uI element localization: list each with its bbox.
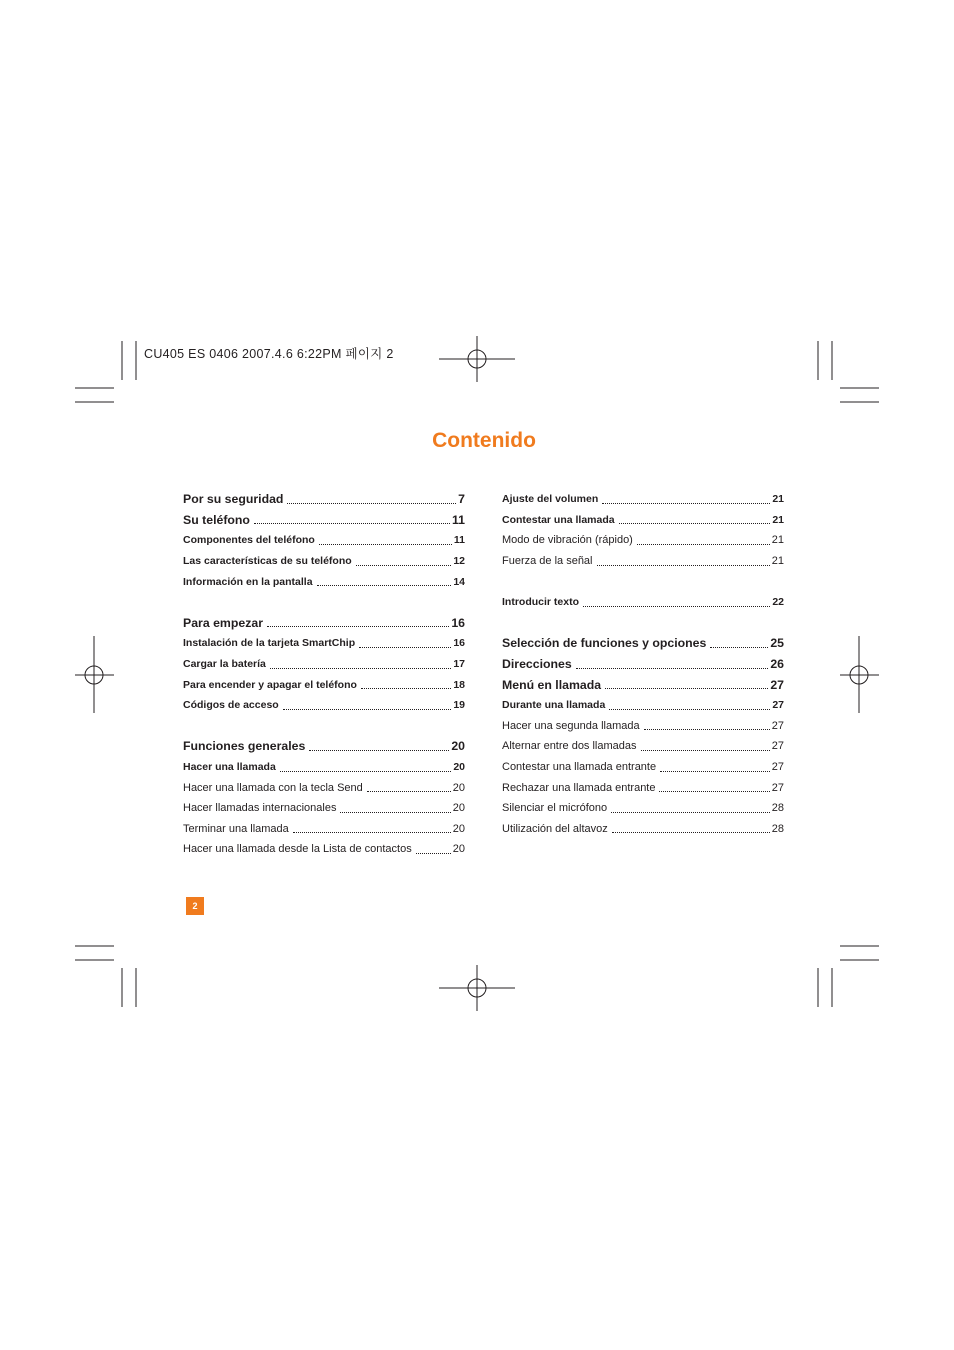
dot-leader [644, 729, 770, 730]
toc-entry-page: 20 [452, 802, 465, 815]
toc-entry [183, 654, 465, 675]
dot-leader [583, 606, 770, 607]
toc-entry-label: Cargar la batería [183, 658, 266, 671]
toc-entry [502, 510, 784, 531]
toc-entry-page: 12 [453, 555, 465, 568]
toc-entry-label: Alternar entre dos llamadas [502, 740, 637, 753]
page-number-badge: 2 [186, 897, 204, 915]
toc-entry-label: Fuerza de la señal [502, 555, 593, 568]
toc-entry [502, 530, 784, 551]
dot-leader [416, 853, 451, 854]
toc-entry-page: 21 [772, 513, 784, 526]
toc-entry [502, 674, 784, 695]
toc-entry [183, 839, 465, 860]
toc-entry-label: Su teléfono [183, 512, 250, 527]
toc-entry [502, 777, 784, 798]
toc-entry [183, 510, 465, 531]
dot-leader [367, 791, 451, 792]
dot-leader [317, 585, 452, 586]
toc-entry-page: 28 [771, 822, 784, 835]
toc-entry-page: 17 [453, 658, 465, 671]
toc-entry-page: 20 [452, 822, 465, 835]
toc-entry-page: 27 [771, 740, 784, 753]
dot-leader [597, 565, 770, 566]
dot-leader [710, 647, 768, 648]
dot-leader [637, 544, 770, 545]
toc-entry [183, 613, 465, 634]
toc-entry-page: 20 [451, 739, 465, 754]
dot-leader [280, 771, 452, 772]
toc-entry-label: Funciones generales [183, 739, 306, 754]
toc-entry-label: Las características de su teléfono [183, 555, 352, 568]
toc-entry [183, 551, 465, 572]
toc-entry-page: 27 [770, 677, 784, 692]
toc-entry-label: Menú en llamada [502, 677, 602, 692]
dot-leader [267, 626, 449, 627]
dot-leader [660, 771, 770, 772]
toc-entry-page: 16 [453, 637, 465, 650]
dot-leader [356, 565, 452, 566]
toc-entry [502, 551, 784, 572]
toc-entry-page: 18 [453, 678, 465, 691]
dot-leader [612, 832, 770, 833]
toc-entry-page: 27 [771, 719, 784, 732]
toc-entry [183, 489, 465, 510]
toc-entry-page: 19 [453, 699, 465, 712]
toc-entry-page: 21 [771, 534, 784, 547]
toc-entry [183, 695, 465, 716]
toc-entry-label: Ajuste del volumen [502, 493, 599, 506]
dot-leader [659, 791, 769, 792]
toc-entry-label: Durante una llamada [502, 699, 606, 712]
toc-entry-label: Hacer una llamada desde la Lista de contactos [183, 843, 412, 856]
toc-entry-label: Hacer una llamada con la tecla Send [183, 781, 363, 794]
toc-entry [183, 777, 465, 798]
toc-entry-label: Rechazar una llamada entrante [502, 781, 656, 794]
dot-leader [359, 647, 451, 648]
toc-entry [502, 654, 784, 675]
toc-entry-page: 20 [452, 781, 465, 794]
toc-entry [183, 633, 465, 654]
dot-leader [254, 523, 450, 524]
dot-leader [293, 832, 451, 833]
toc-entry-page: 27 [772, 699, 784, 712]
dot-leader [270, 668, 451, 669]
toc-entry [502, 716, 784, 737]
toc-entry-label: Selección de funciones y opciones [502, 636, 707, 651]
dot-leader [283, 709, 452, 710]
toc-entry-page: 11 [453, 534, 465, 547]
dot-leader [605, 688, 768, 689]
toc-entry-page: 27 [771, 761, 784, 774]
toc-entry-label: Por su seguridad [183, 492, 284, 507]
toc-entry-label: Modo de vibración (rápido) [502, 534, 633, 547]
toc-entry-label: Para empezar [183, 615, 263, 630]
dot-leader [602, 503, 770, 504]
toc-entry-page: 20 [453, 761, 465, 774]
toc-entry-page: 21 [772, 493, 784, 506]
toc-entry [183, 736, 465, 757]
toc-entry [502, 695, 784, 716]
toc-entry-label: Hacer llamadas internacionales [183, 802, 337, 815]
toc-entry [502, 489, 784, 510]
toc-entry-label: Contestar una llamada entrante [502, 761, 657, 774]
toc-entry-page: 25 [770, 636, 784, 651]
toc-entry-page: 21 [771, 555, 784, 568]
toc-entry-label: Códigos de acceso [183, 699, 279, 712]
toc-entry [502, 819, 784, 840]
toc-entry [502, 736, 784, 757]
toc-entry-label: Hacer una segunda llamada [502, 719, 640, 732]
dot-leader [319, 544, 452, 545]
toc-entry-label: Introducir texto [502, 596, 580, 609]
toc-entry-label: Contestar una llamada [502, 513, 615, 526]
toc-entry-page: 28 [771, 802, 784, 815]
toc-entry-label: Hacer una llamada [183, 761, 276, 774]
dot-leader [287, 503, 456, 504]
toc-entry-label: Terminar una llamada [183, 822, 289, 835]
toc-entry [183, 757, 465, 778]
dot-leader [619, 523, 771, 524]
toc-entry-label: Para encender y apagar el teléfono [183, 678, 357, 691]
dot-leader [576, 668, 769, 669]
toc-entry-label: Silenciar el micrófono [502, 802, 608, 815]
page-title: Contenido [432, 429, 536, 452]
toc-left-column [183, 489, 465, 860]
toc-entry-label: Instalación de la tarjeta SmartChip [183, 637, 356, 650]
print-slug-line: CU405 ES 0406 2007.4.6 6:22PM 페이지 2 [144, 347, 394, 361]
toc-entry-page: 11 [452, 512, 465, 527]
dot-leader [609, 709, 770, 710]
toc-entry [183, 798, 465, 819]
toc-right-column [502, 489, 784, 839]
toc-entry-page: 27 [771, 781, 784, 794]
toc-entry-label: Direcciones [502, 657, 572, 672]
toc-entry [502, 757, 784, 778]
toc-entry [183, 530, 465, 551]
toc-entry-label: Información en la pantalla [183, 575, 313, 588]
toc-entry-page: 14 [453, 575, 465, 588]
toc-entry-page: 26 [770, 657, 784, 672]
toc-entry [183, 819, 465, 840]
dot-leader [340, 812, 450, 813]
dot-leader [361, 688, 451, 689]
toc-entry-page: 22 [772, 596, 784, 609]
toc-entry-page: 20 [452, 843, 465, 856]
toc-entry-label: Utilización del altavoz [502, 822, 608, 835]
dot-leader [309, 750, 449, 751]
toc-entry [502, 592, 784, 613]
toc-entry-page: 16 [451, 615, 465, 630]
toc-entry [183, 571, 465, 592]
dot-leader [611, 812, 770, 813]
toc-entry-label: Componentes del teléfono [183, 534, 315, 547]
toc-entry [183, 674, 465, 695]
toc-entry-page: 7 [458, 492, 465, 507]
dot-leader [641, 750, 770, 751]
toc-entry [502, 798, 784, 819]
toc-entry [502, 633, 784, 654]
